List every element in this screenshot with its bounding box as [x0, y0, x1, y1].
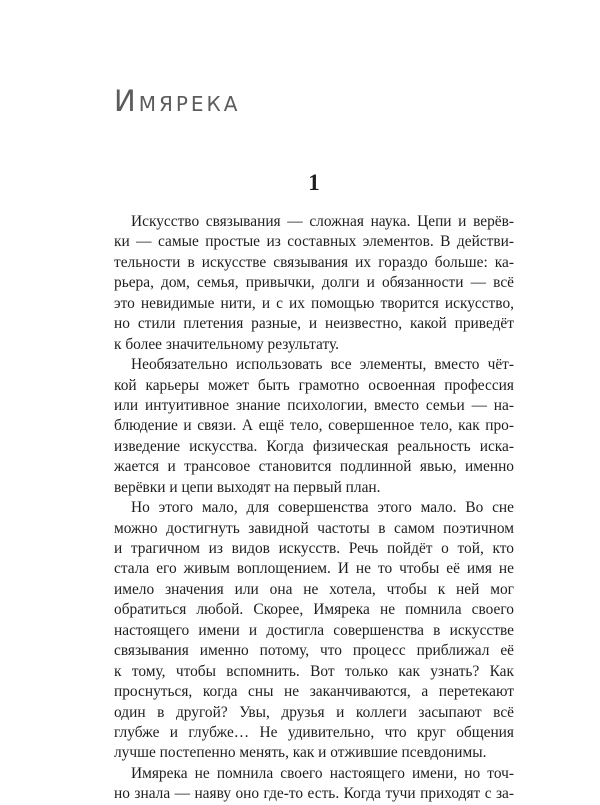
text-line: кой карьеры может быть грамотно освоенная профессия [114, 376, 514, 394]
text-line: жается и трансовое становится подлинной явью, именно [114, 458, 514, 476]
text-line: рьера, дом, семья, привычки, долги и обязанности — всё [114, 274, 514, 292]
text-line: к тому, чтобы вспомнить. Вот только как узнать? Как [114, 662, 514, 680]
text-line: Необязательно использовать все элементы, вместо чёт- [131, 356, 514, 374]
text-line: связывания именно потому, что процесс приближал её [114, 642, 514, 660]
text-line: изведение искусства. Когда физическая реальность иска- [114, 437, 514, 455]
text-line: один в другой? Увы, друзья и коллеги засыпают всё [114, 703, 514, 721]
paragraph [114, 212, 514, 355]
text-line: настоящего имени и достигла совершенства в искусстве [114, 621, 514, 639]
paragraph [114, 498, 514, 764]
text-line: проснуться, когда сны не заканчиваются, а перетекают [114, 683, 514, 701]
text-line: Но этого мало, для совершенства этого мало. Во сне [131, 499, 514, 517]
text-line: или интуитивное знание психологии, вместо семьи — на- [114, 396, 514, 414]
text-line: к более значительному результату. [114, 335, 339, 353]
text-line: верёвки и цепи выходят на первый план. [114, 478, 381, 496]
body-text [114, 212, 514, 805]
text-line: стала его живым воплощением. И не то чтобы её имя не [114, 560, 514, 578]
text-line: имело значения или она не хотела, чтобы к ней мог [114, 580, 514, 598]
text-line: это невидимые нити, и с их помощью творится искусство, [114, 294, 514, 312]
chapter-title: Имярека [114, 84, 241, 118]
text-line: Имярека не помнила своего настоящего имени, но точ- [131, 764, 514, 782]
text-line: и трагичном из видов искусств. Речь пойдёт о той, кто [114, 540, 514, 557]
text-line: обратиться любой. Скорее, Имярека не помнила своего [114, 601, 514, 619]
text-line: блюдение и связи. А ещё тело, совершенное тело, как про- [114, 417, 514, 435]
text-line: ки — самые простые из составных элементов. В действи- [114, 233, 514, 251]
paragraph [114, 764, 514, 805]
text-line: но стили плетения разные, и неизвестно, какой приведёт [114, 315, 514, 333]
text-line: глубже и глубже… Не удивительно, что круг общения [114, 723, 514, 741]
paragraph [114, 355, 514, 498]
text-line: но знала — наяву оно где-то есть. Когда тучи приходят с за- [114, 785, 514, 803]
text-line: Искусство связывания — сложная наука. Цепи и верёв- [131, 213, 514, 230]
section-number: 1 [308, 170, 320, 195]
text-line: тельности в искусстве связывания их гораздо больше: ка- [114, 253, 514, 271]
text-line: лучше постепенно менять, как и отжившие псевдонимы. [114, 744, 487, 762]
text-line: можно достигнуть завидной частоты в самом поэтичном [114, 519, 514, 537]
